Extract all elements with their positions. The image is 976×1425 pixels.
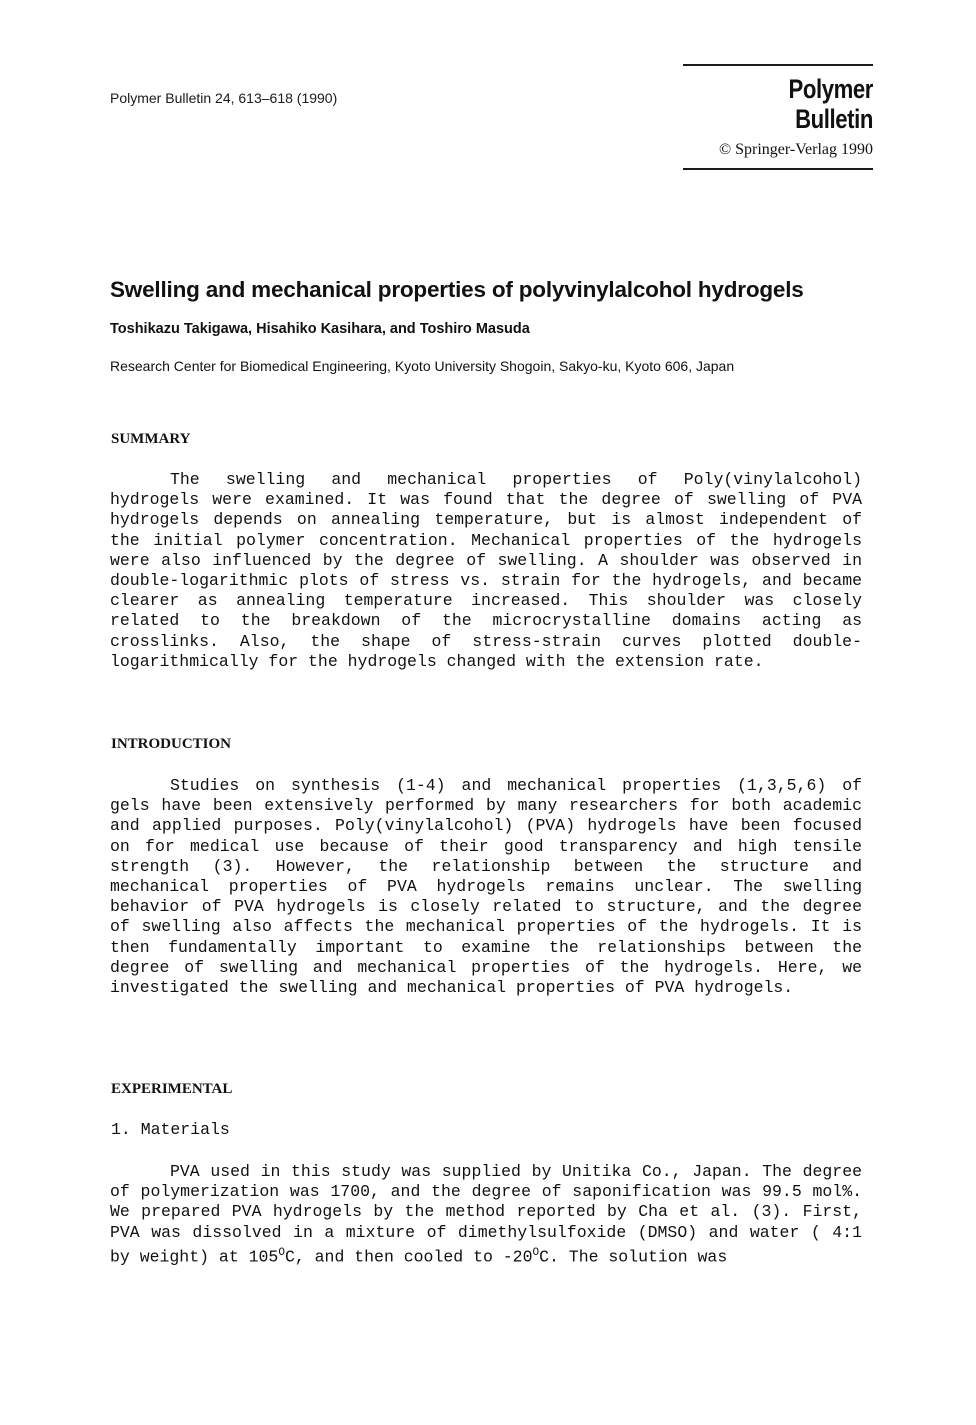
materials-text-part1: PVA used in this study was supplied by Unitika Co., Japan. The degree of polymerization was 1700, and the degree of saponification was 99.5 mol%. We prepared PVA hydrogels by the method reported by Cha et al. (3). First, PVA was dissolved in a mixture of dimethylsulfoxide (DMSO) and water ( 4:1 by weight) at 105 (110, 1162, 862, 1267)
masthead-rule-bottom (683, 168, 873, 170)
introduction-text: Studies on synthesis (1-4) and mechanical properties (1,3,5,6) of gels have been extensively performed by many researchers for both academic and applied purposes. Poly(vinylalcohol) (PVA) hydrogels have been focused on for medical use because of their good transparency and high tensile strength (3). However, the relationship between the structure and mechanical properties of PVA hydrogels remains unclear. The swelling behavior of PVA hydrogels is closely related to structure, and the degree of swelling also affects the mechanical properties of the hydrogels. It is then fundamentally important to examine the relationships between the degree of swelling and mechanical properties of the hydrogels. Here, we investigated the swelling and mechanical properties of PVA hydrogels. (110, 776, 862, 998)
author-list: Toshikazu Takigawa, Hisahiko Kasihara, and Toshiro Masuda (110, 321, 530, 337)
degree-superscript: O (532, 1246, 540, 1259)
experimental-heading: EXPERIMENTAL (111, 1081, 233, 1097)
article-title: Swelling and mechanical properties of polyvinylalcohol hydrogels (110, 277, 804, 302)
introduction-heading: INTRODUCTION (111, 736, 232, 752)
degree-superscript: O (278, 1246, 285, 1259)
summary-heading: SUMMARY (111, 431, 191, 447)
journal-citation: Polymer Bulletin 24, 613–618 (1990) (110, 90, 338, 106)
author-affiliation: Research Center for Biomedical Engineering, Kyoto University Shogoin, Sakyo-ku, Kyoto 606, Japan (110, 358, 735, 374)
publisher-copyright: © Springer-Verlag 1990 (718, 141, 873, 158)
journal-name: Polymer Bulletin (788, 74, 873, 134)
journal-masthead (683, 64, 873, 170)
materials-text-part3: C. The solution was (539, 1247, 728, 1267)
summary-paragraph (110, 470, 862, 672)
materials-text-part2: C, and then cooled to -20 (284, 1247, 533, 1267)
materials-subheading: 1. Materials (111, 1120, 230, 1139)
materials-paragraph (110, 1162, 862, 1268)
masthead-rule-top (683, 64, 873, 66)
introduction-paragraph (110, 776, 862, 998)
summary-text: The swelling and mechanical properties of Poly(vinylalcohol) hydrogels were examined. It was found that the degree of swelling of PVA hydrogels depends on annealing temperature, but is almost independent of the initial polymer concentration. Mechanical properties of the hydrogels were also influenced by the degree of swelling. A shoulder was observed in double-logarithmic plots of stress vs. strain for the hydrogels, and became clearer as annealing temperature increased. This shoulder was closely related to the breakdown of the microcrystalline domains acting as crosslinks. Also, the shape of stress-strain curves plotted double-logarithmically for the hydrogels changed with the extension rate. (110, 470, 862, 671)
